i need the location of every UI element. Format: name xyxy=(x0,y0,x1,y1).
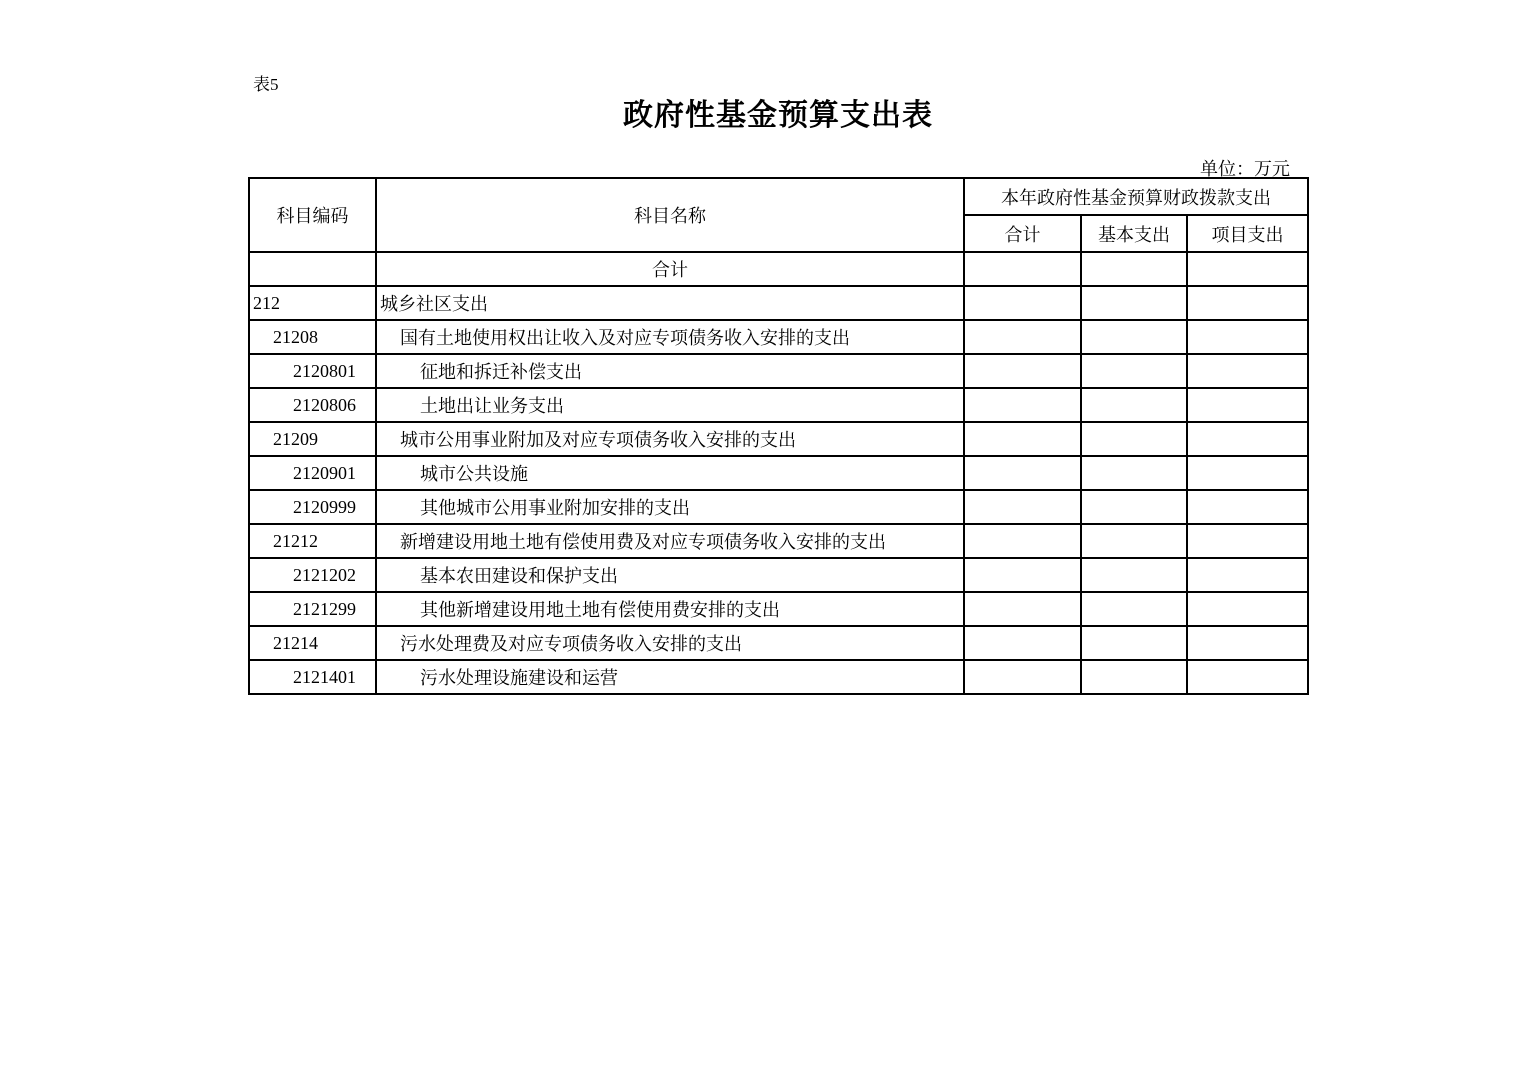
row-total xyxy=(964,354,1081,388)
row-total xyxy=(964,660,1081,694)
row-code: 2121299 xyxy=(249,592,376,626)
header-project: 项目支出 xyxy=(1187,215,1308,252)
table-row xyxy=(249,388,1308,422)
total-row xyxy=(249,252,1308,286)
row-total xyxy=(964,286,1081,320)
row-code: 2120806 xyxy=(249,388,376,422)
row-total xyxy=(964,592,1081,626)
row-code: 21209 xyxy=(249,422,376,456)
row-total xyxy=(964,320,1081,354)
total-project xyxy=(1187,252,1308,286)
total-basic xyxy=(1081,252,1187,286)
row-project xyxy=(1187,660,1308,694)
row-basic xyxy=(1081,660,1187,694)
row-code: 212 xyxy=(249,286,376,320)
budget-table xyxy=(248,177,1309,695)
row-name: 其他新增建设用地土地有偿使用费安排的支出 xyxy=(376,592,964,626)
row-basic xyxy=(1081,422,1187,456)
row-basic xyxy=(1081,354,1187,388)
row-name: 其他城市公用事业附加安排的支出 xyxy=(376,490,964,524)
row-name: 新增建设用地土地有偿使用费及对应专项债务收入安排的支出 xyxy=(376,524,964,558)
row-project xyxy=(1187,286,1308,320)
row-total xyxy=(964,626,1081,660)
table-row xyxy=(249,456,1308,490)
row-total xyxy=(964,524,1081,558)
row-code: 21214 xyxy=(249,626,376,660)
row-code: 2120901 xyxy=(249,456,376,490)
row-project xyxy=(1187,626,1308,660)
table-row xyxy=(249,422,1308,456)
row-project xyxy=(1187,354,1308,388)
row-total xyxy=(964,388,1081,422)
row-total xyxy=(964,490,1081,524)
row-project xyxy=(1187,592,1308,626)
row-basic xyxy=(1081,320,1187,354)
table-row xyxy=(249,354,1308,388)
row-name: 国有土地使用权出让收入及对应专项债务收入安排的支出 xyxy=(376,320,964,354)
row-name: 土地出让业务支出 xyxy=(376,388,964,422)
row-basic xyxy=(1081,490,1187,524)
row-project xyxy=(1187,524,1308,558)
row-code: 2120801 xyxy=(249,354,376,388)
row-basic xyxy=(1081,456,1187,490)
row-basic xyxy=(1081,388,1187,422)
row-basic xyxy=(1081,524,1187,558)
row-name: 基本农田建设和保护支出 xyxy=(376,558,964,592)
header-total: 合计 xyxy=(964,215,1081,252)
row-basic xyxy=(1081,286,1187,320)
header-group: 本年政府性基金预算财政拨款支出 xyxy=(964,178,1308,215)
row-name: 城乡社区支出 xyxy=(376,286,964,320)
row-total xyxy=(964,558,1081,592)
row-project xyxy=(1187,320,1308,354)
row-project xyxy=(1187,456,1308,490)
row-basic xyxy=(1081,626,1187,660)
header-code: 科目编码 xyxy=(249,178,376,252)
table-row xyxy=(249,558,1308,592)
total-value xyxy=(964,252,1081,286)
row-project xyxy=(1187,388,1308,422)
table-row xyxy=(249,592,1308,626)
row-project xyxy=(1187,558,1308,592)
table-row xyxy=(249,286,1308,320)
row-code: 2121202 xyxy=(249,558,376,592)
total-name: 合计 xyxy=(376,252,964,286)
table-row xyxy=(249,626,1308,660)
header-name: 科目名称 xyxy=(376,178,964,252)
row-project xyxy=(1187,490,1308,524)
row-code: 2121401 xyxy=(249,660,376,694)
row-project xyxy=(1187,422,1308,456)
row-name: 污水处理设施建设和运营 xyxy=(376,660,964,694)
header-basic: 基本支出 xyxy=(1081,215,1187,252)
row-total xyxy=(964,422,1081,456)
row-code: 21208 xyxy=(249,320,376,354)
row-name: 城市公用事业附加及对应专项债务收入安排的支出 xyxy=(376,422,964,456)
page-title: 政府性基金预算支出表 xyxy=(623,99,933,132)
unit-label: 单位：万元 xyxy=(1200,159,1290,179)
row-basic xyxy=(1081,592,1187,626)
table-row xyxy=(249,320,1308,354)
total-code xyxy=(249,252,376,286)
row-name: 城市公共设施 xyxy=(376,456,964,490)
row-name: 征地和拆迁补偿支出 xyxy=(376,354,964,388)
row-name: 污水处理费及对应专项债务收入安排的支出 xyxy=(376,626,964,660)
table-row xyxy=(249,524,1308,558)
row-basic xyxy=(1081,558,1187,592)
header-row xyxy=(249,178,1308,215)
row-total xyxy=(964,456,1081,490)
row-code: 2120999 xyxy=(249,490,376,524)
table-label: 表5 xyxy=(253,75,279,94)
table-row xyxy=(249,490,1308,524)
row-code: 21212 xyxy=(249,524,376,558)
table-row xyxy=(249,660,1308,694)
